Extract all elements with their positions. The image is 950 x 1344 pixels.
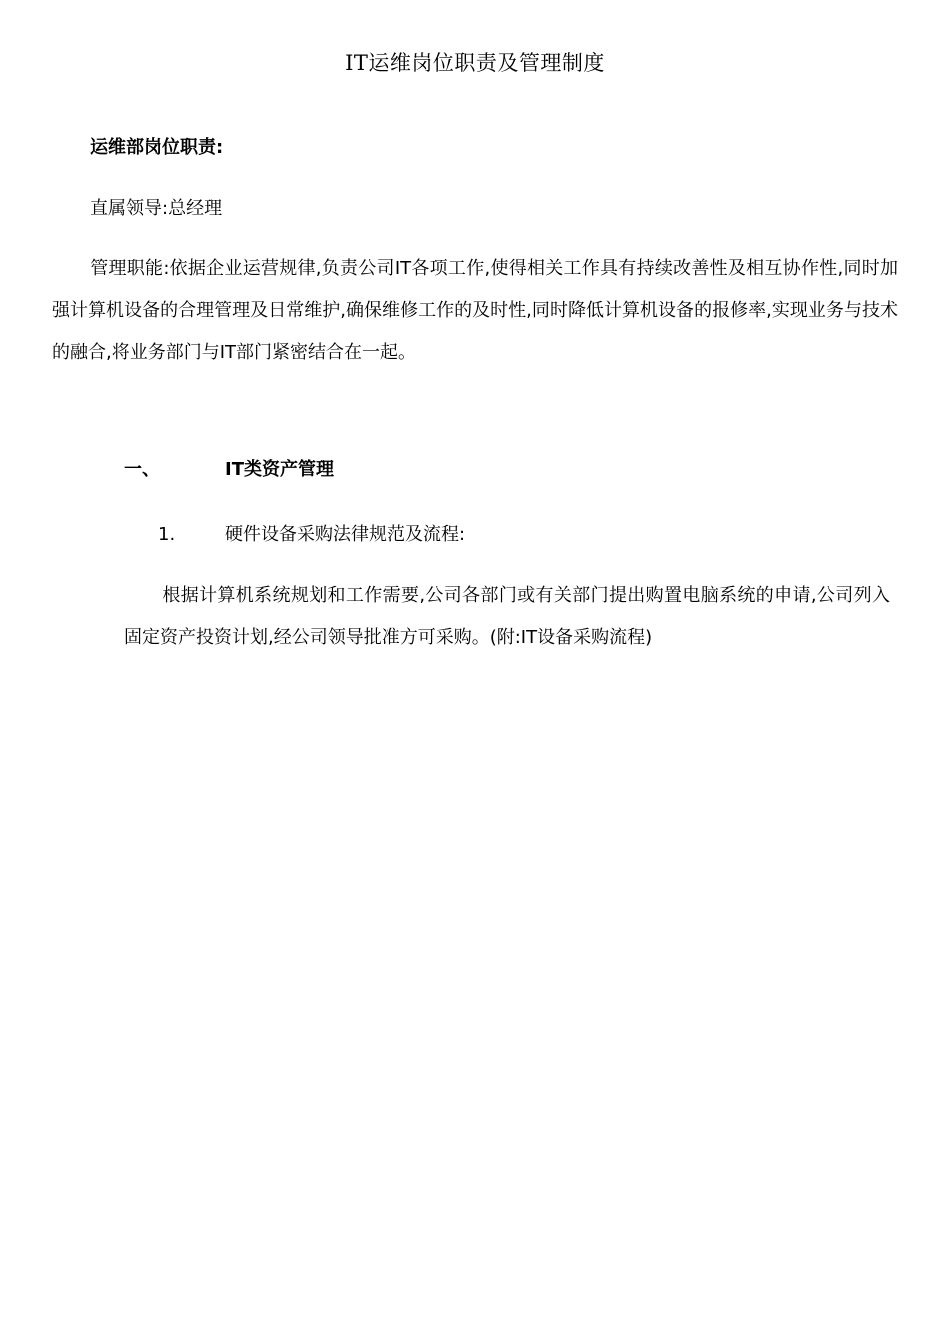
section-number: 一、 bbox=[124, 459, 160, 480]
section-title: IT类资产管理 bbox=[225, 459, 334, 480]
responsibility-paragraph bbox=[52, 248, 898, 374]
dept-heading: 运维部岗位职责: bbox=[90, 137, 224, 158]
responsibility-text: 管理职能:依据企业运营规律,负责公司IT各项工作,使得相关工作具有持续改善性及相互协作性,同时加强计算机设备的合理管理及日常维护,确保维修工作的及时性,同时降低计算机设备的报修率,实现业务与技术的融合,将业务部门与IT部门紧密结合在一起。 bbox=[52, 258, 898, 363]
procurement-text: 根据计算机系统规划和工作需要,公司各部门或有关部门提出购置电脑系统的申请,公司列入固定资产投资计划,经公司领导批准方可采购。(附:IT设备采购流程) bbox=[124, 585, 890, 648]
supervisor-line: 直属领导:总经理 bbox=[90, 198, 223, 219]
item-number: 1. bbox=[158, 524, 176, 545]
item-title: 硬件设备采购法律规范及流程: bbox=[225, 524, 466, 545]
document-title: IT运维岗位职责及管理制度 bbox=[345, 51, 605, 75]
procurement-paragraph bbox=[124, 575, 890, 659]
